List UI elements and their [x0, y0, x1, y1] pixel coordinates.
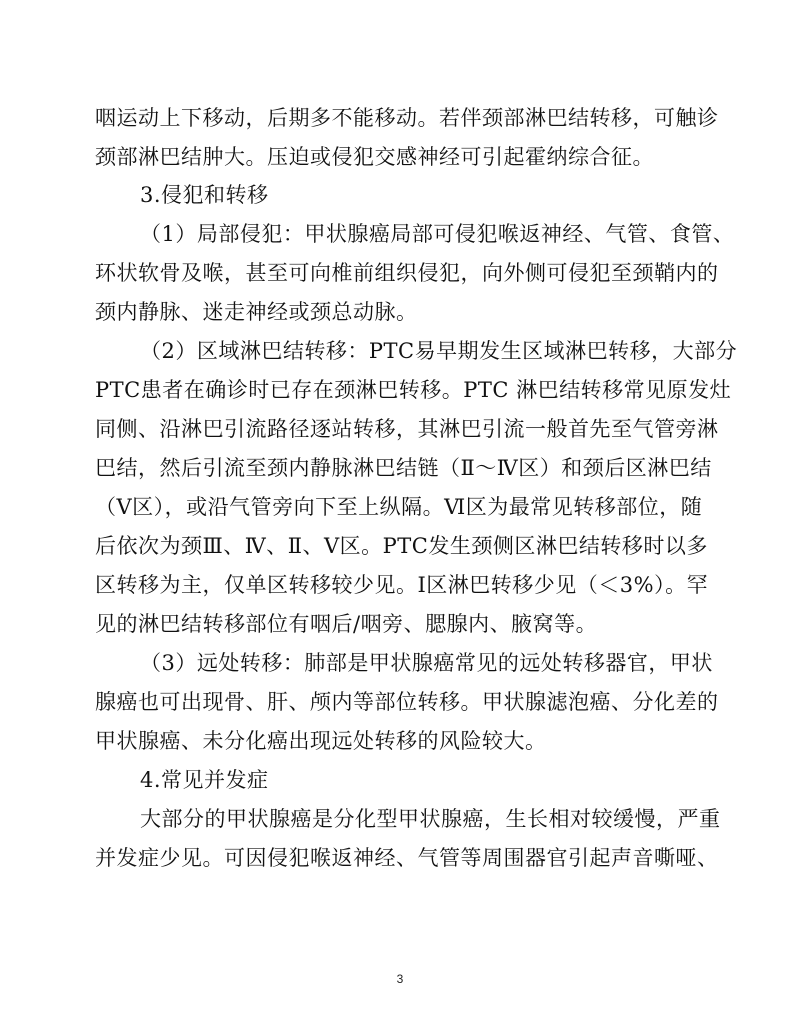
text-line: （Ⅴ区），或沿气管旁向下至上纵隔。Ⅵ区为最常见转移部位，随	[95, 495, 703, 519]
page-number: 3	[396, 972, 404, 986]
text-line: （1）局部侵犯：甲状腺癌局部可侵犯喉返神经、气管、食管、	[140, 222, 735, 246]
text-line: 大部分的甲状腺癌是分化型甲状腺癌，生长相对较缓慢，严重	[140, 807, 721, 831]
text-line: 腺癌也可出现骨、肝、颅内等部位转移。甲状腺滤泡癌、分化差的	[95, 690, 719, 714]
section-heading: 4.常见并发症	[140, 768, 269, 792]
text-line: 并发症少见。可因侵犯喉返神经、气管等周围器官引起声音嘶哑、	[95, 846, 719, 870]
text-line: 甲状腺癌、未分化癌出现远处转移的风险较大。	[95, 729, 547, 753]
text-line: PTC患者在确诊时已存在颈淋巴转移。PTC 淋巴结转移常见原发灶	[95, 378, 732, 402]
text-line: 颈部淋巴结肿大。压迫或侵犯交感神经可引起霍纳综合征。	[95, 145, 654, 169]
text-line: 咽运动上下移动，后期多不能移动。若伴颈部淋巴结转移，可触诊	[95, 106, 719, 130]
text-line: 环状软骨及喉，甚至可向椎前组织侵犯，向外侧可侵犯至颈鞘内的	[95, 261, 719, 285]
text-line: 后依次为颈Ⅲ、Ⅳ、Ⅱ、Ⅴ区。PTC发生颈侧区淋巴结转移时以多	[95, 534, 708, 558]
text-line: 见的淋巴结转移部位有咽后/咽旁、腮腺内、腋窝等。	[95, 612, 598, 636]
text-line: 颈内静脉、迷走神经或颈总动脉。	[95, 300, 418, 324]
text-line: 区转移为主，仅单区转移较少见。Ⅰ区淋巴转移少见（＜3%）。罕	[95, 573, 709, 597]
text-line: 同侧、沿淋巴引流路径逐站转移，其淋巴引流一般首先至气管旁淋	[95, 417, 719, 441]
text-line: 巴结，然后引流至颈内静脉淋巴结链（Ⅱ～Ⅳ区）和颈后区淋巴结	[95, 456, 712, 480]
text-line: （3）远处转移：肺部是甲状腺癌常见的远处转移器官，甲状	[140, 651, 713, 675]
text-line: （2）区域淋巴结转移：PTC易早期发生区域淋巴转移，大部分	[140, 339, 738, 363]
section-heading: 3.侵犯和转移	[140, 183, 269, 207]
